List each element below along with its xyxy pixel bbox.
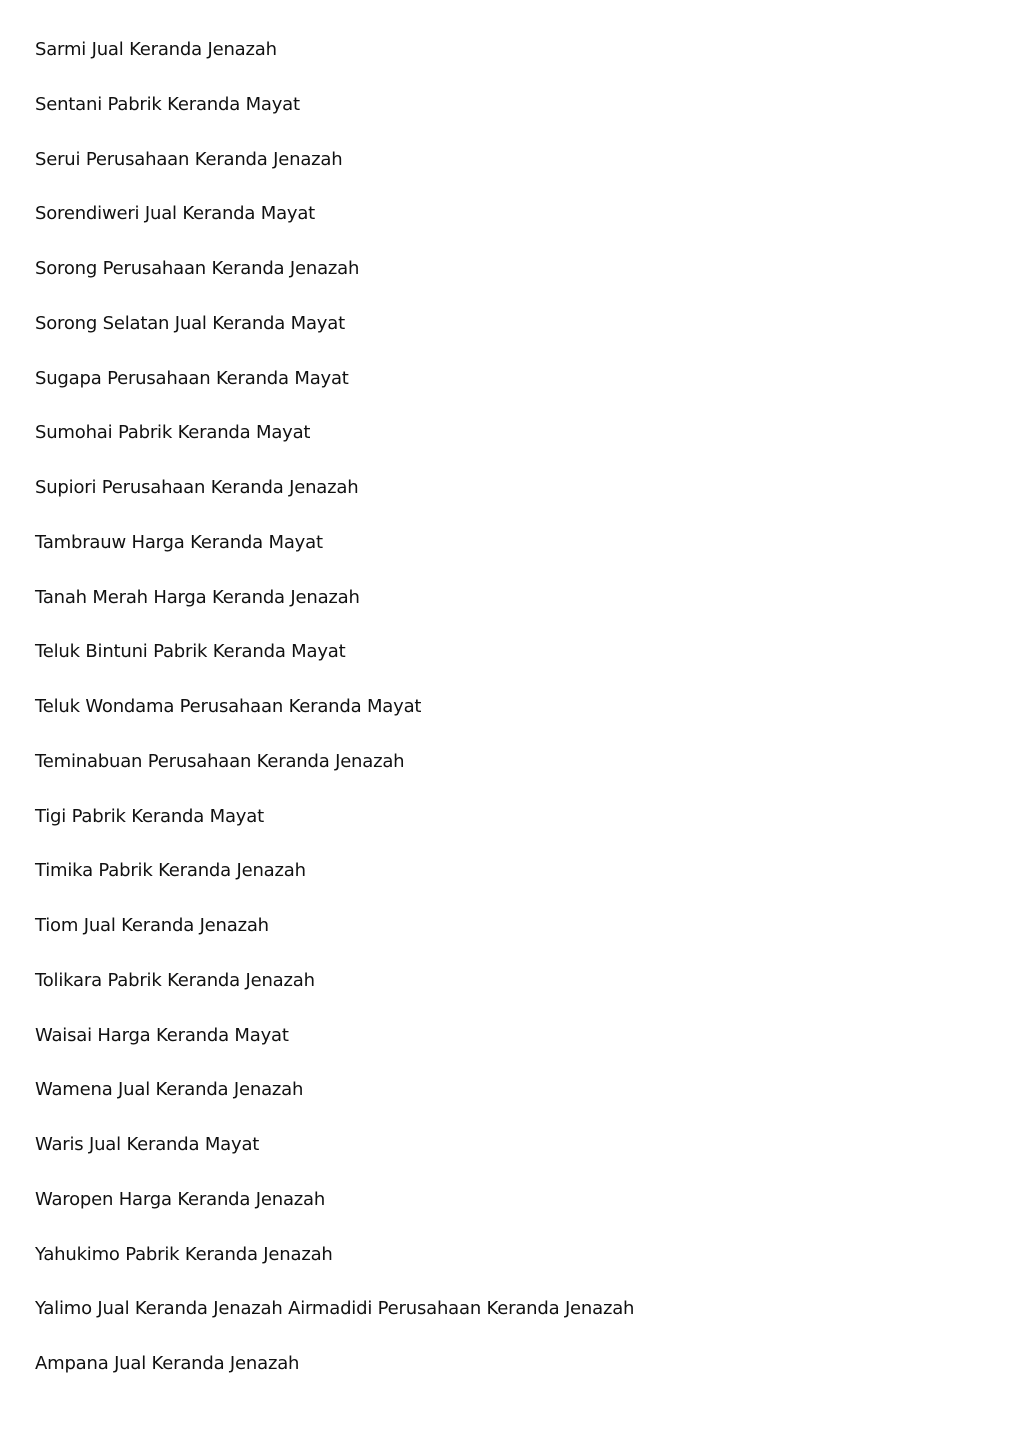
- text-line: Yalimo Jual Keranda Jenazah Airmadidi Perusahaan Keranda Jenazah: [35, 1298, 635, 1320]
- text-line: Sorong Perusahaan Keranda Jenazah: [35, 258, 360, 279]
- text-line-list: [35, 36, 634, 1405]
- text-line: Tanah Merah Harga Keranda Jenazah: [35, 586, 360, 608]
- text-line: Wamena Jual Keranda Jenazah: [35, 1079, 304, 1101]
- text-line: Sarmi Jual Keranda Jenazah: [35, 39, 277, 60]
- text-line: Teluk Bintuni Pabrik Keranda Mayat: [35, 641, 346, 663]
- text-line: Yahukimo Pabrik Keranda Jenazah: [35, 1243, 333, 1265]
- text-line: Tiom Jual Keranda Jenazah: [35, 915, 269, 936]
- text-line: Waropen Harga Keranda Jenazah: [35, 1188, 326, 1210]
- text-line: Waisai Harga Keranda Mayat: [35, 1024, 289, 1046]
- text-line: Tambrauw Harga Keranda Mayat: [35, 531, 323, 553]
- text-line: Sentani Pabrik Keranda Mayat: [35, 93, 300, 115]
- text-line: Serui Perusahaan Keranda Jenazah: [35, 148, 343, 170]
- text-line: Timika Pabrik Keranda Jenazah: [35, 860, 306, 882]
- text-line: Tigi Pabrik Keranda Mayat: [35, 805, 264, 827]
- text-line: Teluk Wondama Perusahaan Keranda Mayat: [35, 696, 422, 717]
- text-line: Sorong Selatan Jual Keranda Mayat: [35, 312, 345, 334]
- text-line: Sumohai Pabrik Keranda Mayat: [35, 422, 311, 444]
- text-line: Tolikara Pabrik Keranda Jenazah: [35, 969, 315, 991]
- text-line: Teminabuan Perusahaan Keranda Jenazah: [35, 750, 405, 772]
- text-line: Sorendiweri Jual Keranda Mayat: [35, 203, 316, 225]
- text-line: Supiori Perusahaan Keranda Jenazah: [35, 477, 359, 498]
- text-line: Sugapa Perusahaan Keranda Mayat: [35, 367, 349, 389]
- text-line: Ampana Jual Keranda Jenazah: [35, 1353, 300, 1374]
- text-line: Waris Jual Keranda Mayat: [35, 1134, 260, 1155]
